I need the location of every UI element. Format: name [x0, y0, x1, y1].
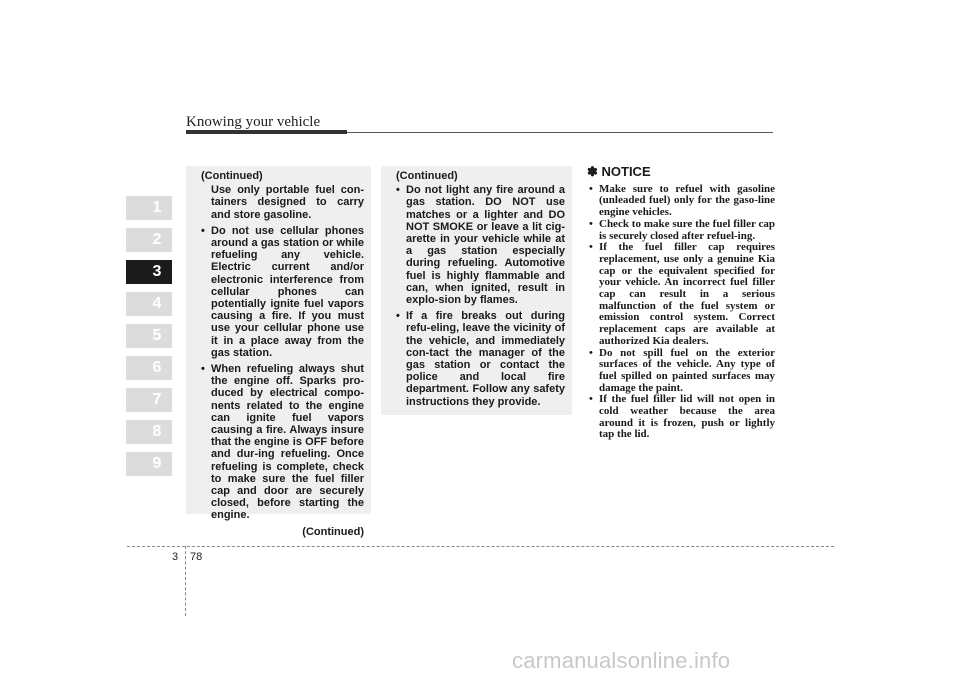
notice-title: ✽ NOTICE [587, 164, 651, 179]
continued-label: (Continued) [201, 170, 263, 182]
watermark: carmanualsonline.info [512, 648, 731, 673]
page-chapter-number: 3 [172, 551, 179, 563]
chapter-tab-6[interactable]: 6 [126, 356, 172, 380]
footer-divider [127, 546, 834, 547]
list-item: • Make sure to refuel with gasoline (unleaded fuel) only for the gaso-line engine vehicles. [587, 184, 775, 219]
list-item: • If the fuel filler cap requires replacement, use only a genuine Kia cap or the equivalent specified for your vehicle. An incorrect fuel filler cap can result in a serious malfunction of the fuel system or emission control system. Correct replacement caps are available at authorized Kia dealers. [587, 242, 775, 347]
list-item: • If the fuel filler lid will not open in cold weather because the area around it is frozen, push or lightly tap the lid. [587, 394, 775, 441]
page-number: 78 [190, 551, 203, 563]
list-item: • Check to make sure the fuel filler cap is securely closed after refuel-ing. [587, 219, 775, 242]
chapter-tab-2[interactable]: 2 [126, 228, 172, 252]
chapter-tab-4[interactable]: 4 [126, 292, 172, 316]
notice-section [587, 166, 775, 441]
chapter-tab-5[interactable]: 5 [126, 324, 172, 348]
chapter-tab-3[interactable]: 3 [126, 260, 172, 284]
warning-list [396, 184, 565, 408]
header-rule-thin [347, 132, 773, 133]
warning-panel-left [186, 166, 371, 538]
footer-vertical-divider [185, 546, 186, 616]
continued-end-label: (Continued) [302, 525, 364, 538]
warning-panel-middle [381, 166, 572, 415]
list-item: • Do not light any fire around a gas station. DO NOT use matches or a lighter and DO NOT SMOKE or leave a lit cig-arette in your vehicle while at a gas station especially during refueling. Automotive fuel is highly flammable and can, when ignited, result in explo-sion by flames. [396, 184, 565, 306]
intro-text: Use only portable fuel con-tainers designed to carry and store gasoline. [211, 184, 364, 221]
list-item: • Do not spill fuel on the exterior surfaces of the vehicle. Any type of fuel spilled on painted surfaces may damage the paint. [587, 348, 775, 395]
header-rule-thick [186, 130, 347, 134]
warning-list [201, 225, 364, 522]
list-item: • Do not use cellular phones around a gas station or while refueling any vehicle. Electric current and/or electronic interference from cellular phones can potentially ignite fuel vapors causing a fire. If you must use your cellular phone use it in a place away from the gas station. [201, 225, 364, 359]
chapter-tab-1[interactable]: 1 [126, 196, 172, 220]
chapter-tab-7[interactable]: 7 [126, 388, 172, 412]
list-item: • If a fire breaks out during refu-eling, leave the vicinity of the vehicle, and immediately con-tact the manager of the gas station or contact the police and local fire department. Follow any safety instructions they provide. [396, 310, 565, 408]
chapter-tab-9[interactable]: 9 [126, 452, 172, 476]
header-title: Knowing your vehicle [186, 114, 321, 130]
list-item: • When refueling always shut the engine off. Sparks pro-duced by electrical compo-nents related to the engine can ignite fuel vapors causing a fire. Always insure that the engine is OFF before and dur-ing refueling. Once refueling is complete, check to make sure the fuel filler cap and door are securely closed, before starting the engine. [201, 363, 364, 522]
continued-label: (Continued) [396, 170, 458, 182]
chapter-tabs [126, 196, 172, 484]
chapter-tab-8[interactable]: 8 [126, 420, 172, 444]
notice-list [587, 184, 775, 441]
